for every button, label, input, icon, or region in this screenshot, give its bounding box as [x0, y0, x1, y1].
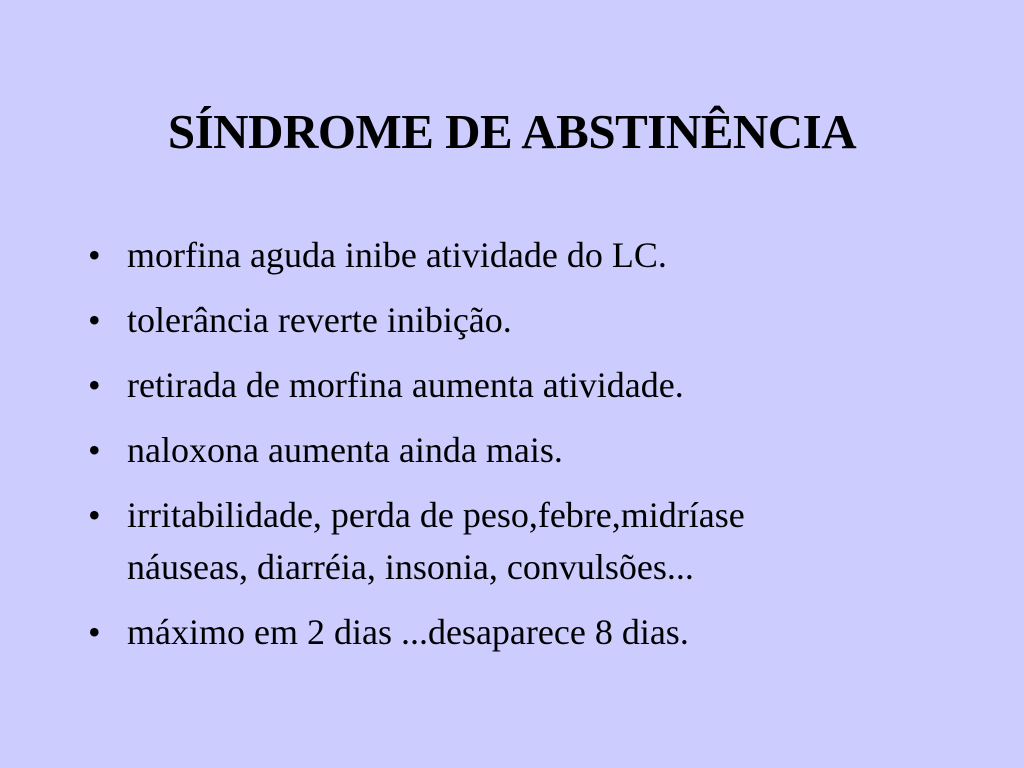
bullet-text: retirada de morfina aumenta atividade.	[127, 365, 684, 405]
bullet-marker: •	[88, 365, 101, 405]
bullet-text: irritabilidade, perda de peso,febre,midríase náuseas, diarréia, insonia, convulsões...	[127, 495, 745, 587]
bullet-text: máximo em 2 dias ...desaparece 8 dias.	[127, 612, 689, 652]
bullet-text: morfina aguda inibe atividade do LC.	[127, 235, 667, 275]
slide-title: SÍNDROME DE ABSTINÊNCIA	[167, 104, 857, 159]
bullet-marker: •	[88, 612, 101, 652]
bullet-item	[88, 229, 968, 281]
bullet-marker: •	[88, 430, 101, 470]
bullet-text: tolerância reverte inibição.	[127, 300, 512, 340]
bullet-item	[88, 294, 968, 346]
bullet-item	[88, 424, 968, 476]
bullet-marker: •	[88, 495, 101, 535]
bullet-list	[88, 229, 968, 671]
bullet-item	[88, 359, 968, 411]
bullet-marker: •	[88, 300, 101, 340]
bullet-item	[88, 489, 968, 593]
bullet-item	[88, 606, 968, 658]
bullet-text: naloxona aumenta ainda mais.	[127, 430, 563, 470]
bullet-marker: •	[88, 235, 101, 275]
